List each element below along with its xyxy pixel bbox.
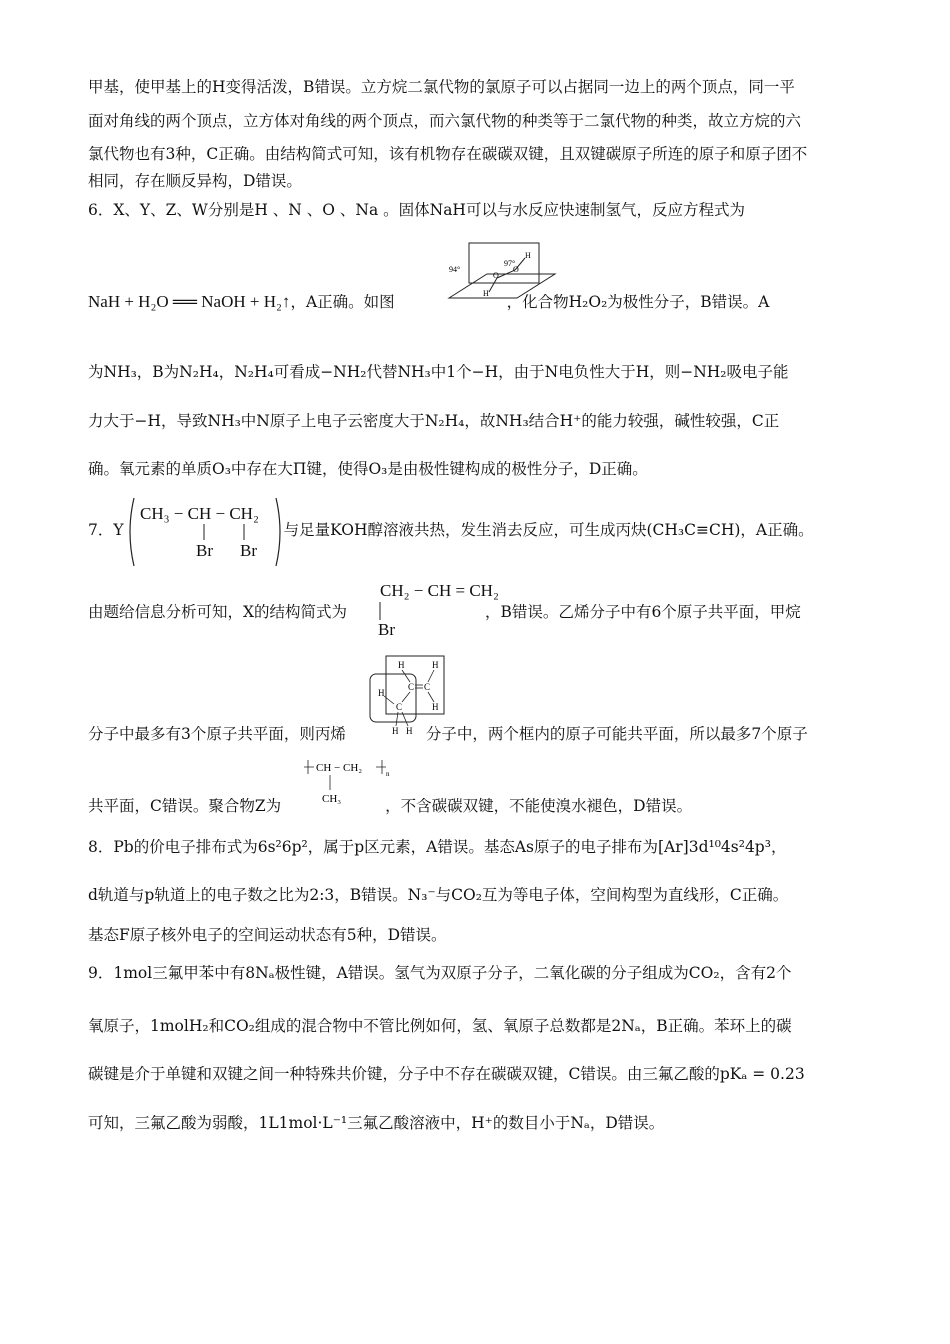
text-segment: 7．Y (88, 521, 124, 539)
y-main-chain: CH₃ − CH − CH₂ (140, 504, 259, 523)
text-line: 氯代物也有3种，C正确。由结构简式可知，该有机物存在碳碳双键，且双键碳原子所连的原子和原子团不 (88, 145, 808, 163)
text-segment: ，A正确。如图 (290, 293, 395, 311)
text-line: 确。氧元素的单质O₃中存在大Π键，使得O₃是由极性键构成的极性分子，D正确。 (88, 460, 648, 478)
text-line: 力大于−H，导致NH₃中N原子上电子云密度大于N₂H₄，故NH₃结合H⁺的能力较强，碱性较强，C正 (88, 412, 780, 430)
text-line: 相同，存在顺反异构，D错误。 (88, 172, 302, 190)
text-segment: 共平面，C错误。聚合物Z为 (88, 797, 282, 815)
text-segment: 与足量KOH醇溶液共热，发生消去反应，可生成丙炔(CH₃C≡CH)，A正确。 (283, 521, 814, 539)
text-line: 碳键是介于单键和双键之间一种特殊共价键，分子中不存在碳碳双键，C错误。由三氟乙酸的pKₐ = 0.23 (88, 1065, 805, 1083)
oxygen-label: O (513, 265, 519, 274)
y-substituent: Br (240, 541, 257, 560)
question-6-line: 6．X、Y、Z、W分别是H 、N 、O 、Na 。固体NaH可以与水反应快速制氢气，反应方程式为 (88, 201, 745, 219)
question-8-line: 8．Pb的价电子排布式为6s²6p²，属于p区元素，A错误。基态As原子的电子排布为[Ar]3d¹⁰4s²4p³， (88, 838, 787, 856)
text-line: 基态F原子核外电子的空间运动状态有5种，D错误。 (88, 926, 447, 944)
text-segment: 分子中，两个框内的原子可能共平面，所以最多7个原子 (425, 725, 808, 743)
c-atom: C (396, 702, 403, 712)
polymer-chain: CH − CH₂ (316, 762, 363, 774)
h-atom: H (398, 660, 405, 670)
text-line: 为NH₃，B为N₂H₄，N₂H₄可看成−NH₂代替NH₃中1个−H，由于N电负性大于H，则−NH₂吸电子能 (88, 363, 789, 381)
text-line: 甲基，使甲基上的H变得活泼，B错误。立方烷二氯代物的氯原子可以占据同一边上的两个顶点，同一平 (88, 78, 795, 96)
text-segment: 由题给信息分析可知，X的结构简式为 (88, 603, 348, 621)
reaction-equation: NaH + H₂O ══ NaOH + H₂↑ (88, 292, 291, 311)
polymer-methyl: CH₃ (322, 793, 342, 805)
text-segment: ，不含碳碳双键，不能使溴水褪色，D错误。 (385, 797, 693, 815)
text-line (88, 795, 868, 817)
hydrogen-label: H (525, 251, 531, 260)
h-atom: H (392, 726, 399, 736)
x-main-chain: CH₂ − CH = CH₂ (380, 581, 499, 600)
question-9-line: 9．1mol三氟甲苯中有8Nₐ极性键，A错误。氢气为双原子分子，二氧化碳的分子组成为CO₂，含有2个 (88, 964, 792, 982)
text-line (88, 723, 868, 745)
text-line: 面对角线的两个顶点，立方体对角线的两个顶点，而六氯代物的种类等于二氯代物的种类，故立方烷的六 (88, 112, 802, 130)
angle-label: 97° (504, 259, 516, 268)
h-atom: H (432, 702, 439, 712)
c-atom: C (424, 682, 431, 692)
text-line: 可知，三氟乙酸为弱酸，1L1mol·L⁻¹三氟乙酸溶液中，H⁺的数目小于Nₐ，D错误。 (88, 1114, 665, 1132)
text-line: 氧原子，1molH₂和CO₂组成的混合物中不管比例如何，氢、氧原子总数都是2Nₐ，B正确。苯环上的碳 (88, 1017, 792, 1035)
x-substituent: Br (378, 620, 395, 639)
text-line (88, 601, 868, 623)
text-segment: 分子中最多有3个原子共平面，则丙烯 (88, 725, 346, 743)
angle-label: 94° (449, 265, 461, 274)
h2o2-structure-figure (445, 240, 557, 302)
oxygen-label: O (493, 271, 499, 280)
text-segment: ，B错误。乙烯分子中有6个原子共平面，甲烷 (485, 603, 801, 621)
h-atom: H (378, 688, 385, 698)
polymer-n: n (386, 770, 390, 778)
h-atom: H (432, 660, 439, 670)
c-atom: C (408, 682, 415, 692)
y-substituent: Br (196, 541, 213, 560)
text-segment: ，化合物H₂O₂为极性分子，B错误。A (506, 293, 770, 311)
hydrogen-label: H (483, 289, 489, 298)
text-line: d轨道与p轨道上的电子数之比为2:3，B错误。N₃⁻与CO₂互为等电子体，空间构型为直线形，C正确。 (88, 886, 789, 904)
h-atom: H (406, 726, 413, 736)
